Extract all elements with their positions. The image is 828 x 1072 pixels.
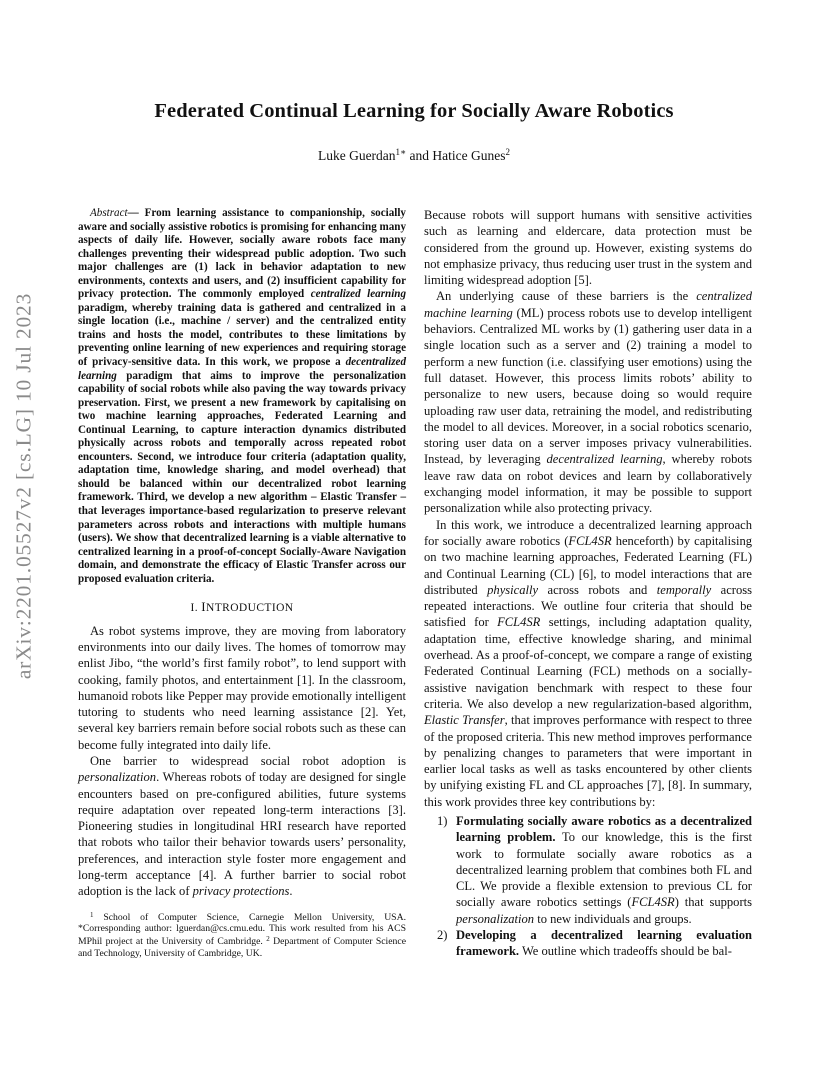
emphasis: personalization (456, 911, 535, 926)
emphasis: temporally (656, 582, 712, 597)
list-number: 1) (437, 813, 448, 828)
paragraph-text: , that improves performance with respect to three of the proposed criteria. This new method improves performance by penalizing changes to parameters that were important in earlier local tasks as well as tasks encountered by other clients by unifying existing FL and CL approaches [7], [8]. In summary, this work provides three key contributions by: (424, 713, 752, 809)
affiliation-mark: 1∗ (395, 147, 407, 157)
author-name: Luke Guerdan (317, 148, 396, 163)
paragraph: Because robots will support humans with sensitive activities such as learning and eldercare, data protection must be considered from the ground up. However, existing systems do not emphasize privacy, thus reducing user trust in the system and limiting widespread adoption [5]. (424, 208, 752, 288)
contribution-text: We outline which tradeoffs should be bal- (519, 944, 732, 959)
contribution-item (424, 813, 752, 927)
emphasis: FCL4SR (497, 615, 541, 630)
author-line (60, 147, 768, 164)
paper-title: Federated Continual Learning for Socially Aware Robotics (154, 100, 674, 122)
section-heading (78, 599, 406, 616)
abstract-emphasis: centralized learning (310, 288, 406, 301)
abstract-dash: — (127, 207, 145, 219)
paragraph-text: In this work, we introduce a decentralized learning approach for socially aware robotics ( (424, 517, 752, 548)
paragraph-text: , whereby robots leave raw data on robot devices and learn by collaboratively exchanging model information, it may be possible to support personalization while also protecting privacy. (424, 452, 753, 516)
paragraph-text: An underlying cause of these barriers is the (436, 289, 697, 304)
abstract-text: paradigm, whereby training data is gathered and centralized in a single location (i.e., machine / server) and the centralized entity trains and hosts the model, contributes to these limitations by preventing online learning of new experiences and requiring storage of privacy-sensitive data. In this work, we propose a (78, 301, 406, 369)
section-title-rest: NTRODUCTION (206, 602, 294, 615)
emphasis: personalization (78, 770, 157, 785)
emphasis: FCL4SR (568, 533, 612, 548)
contribution-item (424, 927, 752, 960)
footnote-text: Department of Computer Science and Technology, University of Cambridge, UK. (78, 936, 406, 959)
contribution-text: to new individuals and groups. (534, 911, 692, 926)
section-title-initial: I (201, 599, 207, 615)
paragraph (78, 753, 406, 900)
right-column (424, 207, 752, 960)
emphasis: privacy protections (192, 884, 290, 899)
left-column (78, 207, 406, 959)
abstract-label: Abstract (90, 207, 128, 219)
paragraph-text: across repeated interactions. We outline four criteria that should be satisfied for (424, 582, 752, 630)
author-name: Hatice Gunes (432, 148, 506, 163)
affiliation-mark: 2 (505, 147, 511, 157)
contribution-list (424, 813, 752, 960)
footnote-mark: 2 (266, 935, 270, 944)
paragraph (424, 288, 752, 516)
paragraph-text: across robots and (538, 582, 657, 597)
section-number: I. (190, 602, 202, 615)
abstract (78, 207, 406, 586)
contribution-title: Formulating socially aware robotics as a decentralized learning problem. (456, 813, 752, 845)
paragraph: As robot systems improve, they are moving from laboratory environments into our daily lives. The homes of tomorrow may enlist Jibo, “the world’s first family robot”, to lend support with cooking, family photos, and entertainment [1]. In the classroom, humanoid robots like Pepper may provide emotionally intelligent tutoring to students who need learning assistance [2]. Yet, several key barriers remain before social robots such as these can become fully integrated into daily life. (78, 623, 406, 752)
footnote (78, 910, 406, 959)
paragraph-text: One barrier to widespread social robot adoption is (90, 753, 406, 768)
paragraph (424, 517, 752, 810)
paragraph-text: . (289, 884, 293, 899)
abstract-emphasis: decentralized learning (78, 356, 406, 382)
paragraph-text: (ML) process robots use to develop intelligent behaviors. Centralized ML works by (1) gathering user data in a single location such as a server and (2) training a model to perform a new function (i.e. classifying user emotions) using the full dataset. However, this process limits robots’ ability to personalize to new users, because doing so would require uploading raw user data, retraining the model, and redistributing the model to all devices. Moreover, in a social robotics scenario, storing user data on a server imposes privacy vulnerabilities. Instead, by leveraging (424, 305, 752, 467)
emphasis: physically (487, 582, 539, 597)
emphasis: decentralized learning (546, 452, 663, 467)
abstract-text: From learning assistance to companionship, socially aware and socially assistive robotics is promising for enhancing many aspects of daily life. However, socially aware robots face many challenges preventing their widespread public adoption. Two such major challenges are (1) lack in behavior adaptation to new environments, contexts and users, and (2) insufficient capability for privacy protection. The commonly employed (78, 207, 407, 301)
emphasis: FCL4SR (631, 895, 675, 910)
contribution-text: ) that supports (674, 895, 752, 910)
footnote-mark: 1 (90, 910, 94, 919)
footnote-block (78, 910, 406, 959)
contribution-title: Developing a decentralized learning evaluation framework. (456, 928, 752, 959)
footnote-text: School of Computer Science, Carnegie Mellon University, USA. *Corresponding author: lguerdan@cs.cmu.edu. This work resulted from his ACS MPhil project at the University of Cambridge. (78, 911, 406, 948)
abstract-text: paradigm that aims to improve the personalization capability of social robots while also paving the way towards privacy preservation. First, we present a new framework by capitalising on two machine learning approaches, Federated Learning and Continual Learning, to capture interaction dynamics distributed physically across robots and temporally across repeated robot encounters. Second, we introduce four criteria (adaptation quality, adaptation time, knowledge sharing, and model overhead) that should be balanced within our decentralized robot learning framework. Third, we develop a new algorithm – Elastic Transfer – that leverages importance-based regularization to preserve relevant parameters across robots and interactions with multiple humans (users). We show that decentralized learning is a viable alternative to centralized learning in a proof-of-concept Socially-Aware Navigation domain, and demonstrate the efficacy of Elastic Transfer across our proposed evaluation criteria. (78, 369, 406, 585)
paragraph-text: henceforth) by capitalising on two machine learning approaches, Federated Learning (FL) and Continual Learning (CL) [6], to model interactions that are distributed (424, 533, 752, 597)
contribution-text: To our knowledge, this is the first work to formulate socially aware robotics as a decentralized learning problem that combines both FL and CL. We provide a flexible extension to previous CL for socially aware robotics settings ( (456, 830, 752, 910)
arxiv-stamp: arXiv:2201.05527v2 [cs.LG] 10 Jul 2023 (11, 292, 36, 680)
paragraph-text: settings, including adaptation quality, adaptation time, effective knowledge sharing, and minimal overhead. As a proof-of-concept, we compare a range of existing Federated Continual Learning (FCL) methods on a socially-assistive navigation benchmark with respect to these four criteria. We also develop a new regularization-based algorithm, (424, 615, 753, 711)
emphasis: Elastic Transfer (424, 713, 505, 728)
author-conjunction: and (406, 148, 433, 163)
list-number: 2) (437, 928, 448, 943)
emphasis: centralized machine learning (424, 289, 752, 320)
paragraph-text: . Whereas robots of today are designed for single encounters based on pre-configured abilities, future systems require adaptation over repeated long-term interactions [3]. Pioneering studies in longitudinal HRI research have reported that robots who tailor their behavior towards users’ personality, preferences, and interaction style foster more engagement and long-term acceptance [4]. A further barrier to social robot adoption is the lack of (78, 770, 406, 899)
